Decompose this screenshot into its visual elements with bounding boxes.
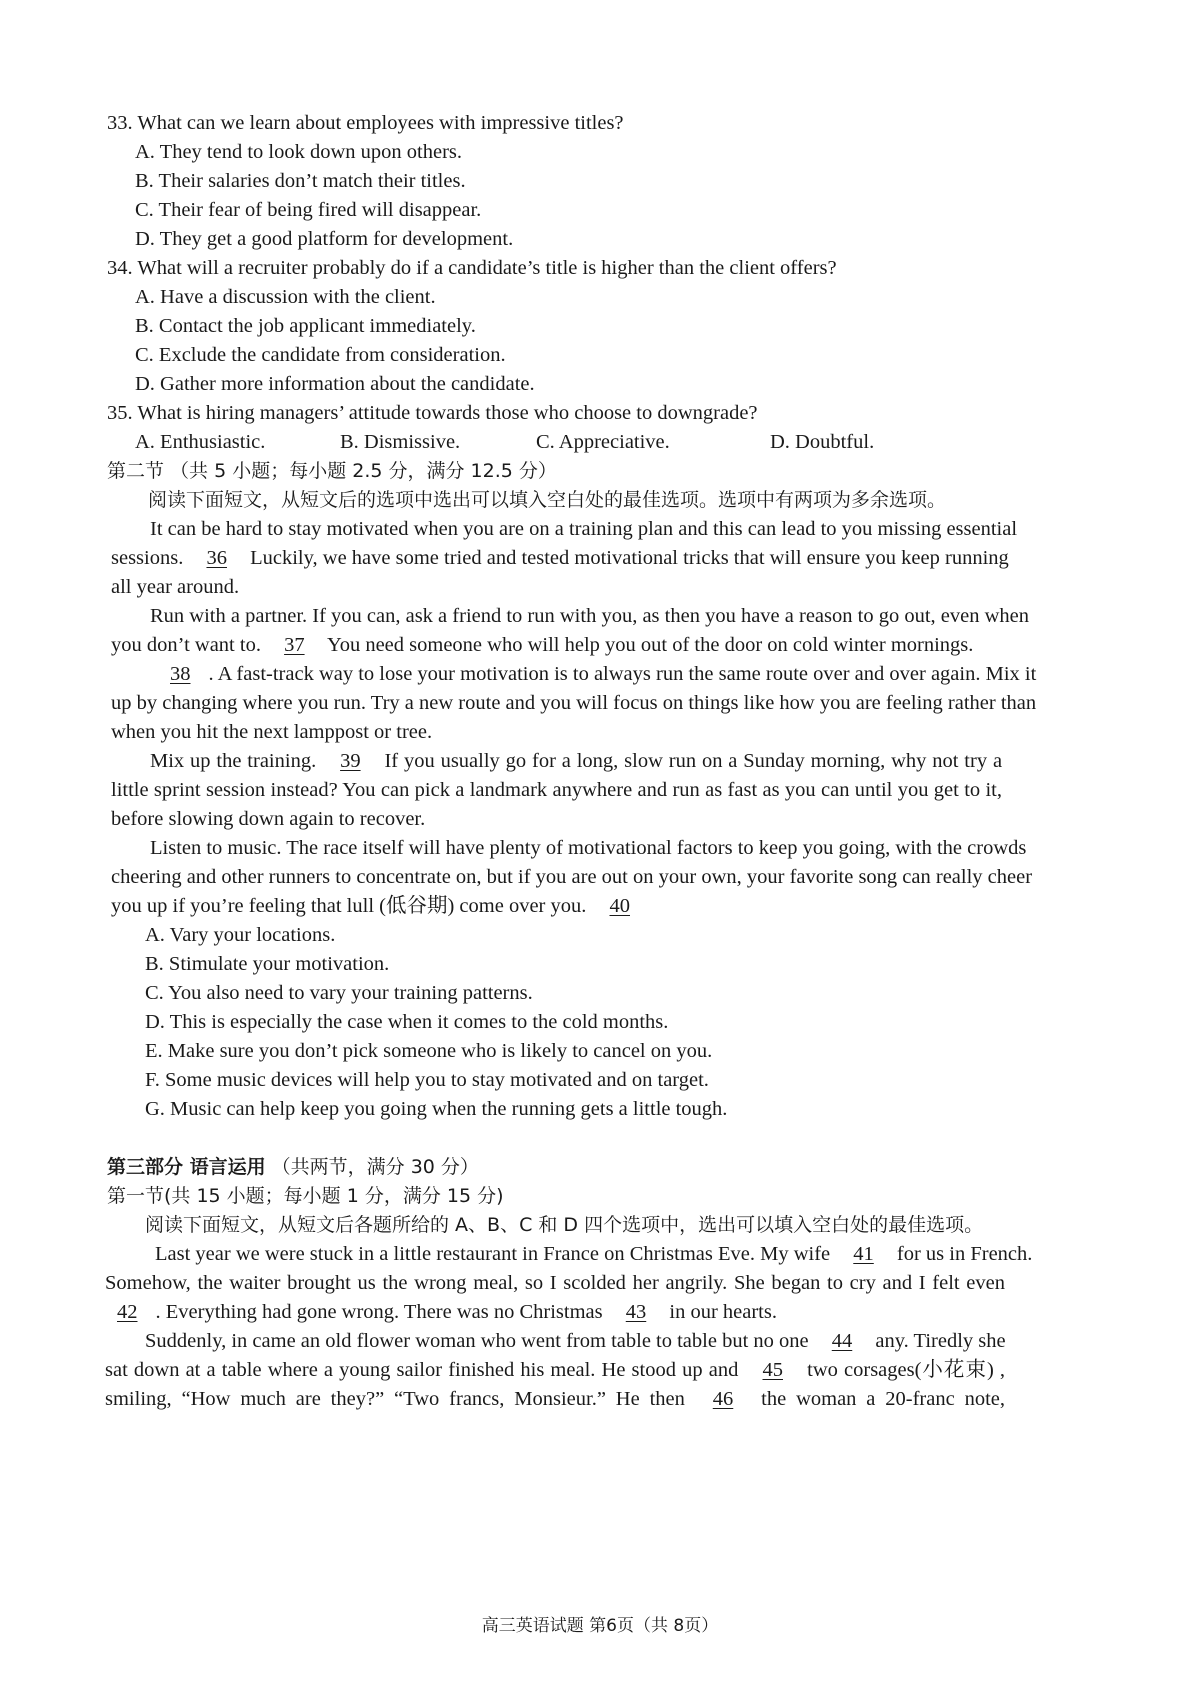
q33-stem: 33. What can we learn about employees with impressive titles? bbox=[107, 112, 624, 134]
q33-option-b[interactable]: B. Their salaries don’t match their titles. bbox=[135, 170, 466, 192]
part3-heading-bold: 第三部分 语言运用 bbox=[107, 1156, 266, 1178]
page-footer: 高三英语试题 第6页（共 8页） bbox=[481, 1616, 719, 1636]
passage-line bbox=[111, 893, 648, 919]
passage-line bbox=[105, 1299, 777, 1325]
passage-text: you up if you’re feeling that lull (低谷期) come over you. bbox=[111, 895, 587, 917]
passage-line: all year around. bbox=[111, 576, 240, 598]
passage-line bbox=[145, 1328, 1005, 1354]
passage-line: little sprint session instead? You can pick a landmark anywhere and run as fast as you can until you get to it, bbox=[111, 779, 1002, 801]
section2-instruction: 阅读下面短文，从短文后的选项中选出可以填入空白处的最佳选项。选项中有两项为多余选项。 bbox=[148, 489, 947, 511]
passage-text: smiling, “How much are they?” “Two francs, Monsieur.” He then bbox=[105, 1388, 685, 1410]
passage-text: Last year we were stuck in a little restaurant in France on Christmas Eve. My wife bbox=[155, 1243, 831, 1265]
q35-option-c[interactable]: C. Appreciative. bbox=[536, 431, 670, 453]
passage-text: you don’t want to. bbox=[111, 634, 261, 656]
part3-heading bbox=[107, 1154, 479, 1180]
q34-option-a[interactable]: A. Have a discussion with the client. bbox=[135, 286, 436, 308]
passage-text: Mix up the training. bbox=[150, 750, 317, 772]
s2-option-d[interactable]: D. This is especially the case when it comes to the cold months. bbox=[145, 1011, 669, 1033]
passage-line: before slowing down again to recover. bbox=[111, 808, 426, 830]
blank-43[interactable]: 43 bbox=[625, 1301, 647, 1323]
passage-line: up by changing where you run. Try a new route and you will focus on things like how you are feeling rather than bbox=[111, 692, 1037, 714]
s2-option-a[interactable]: A. Vary your locations. bbox=[145, 924, 336, 946]
q34-option-c[interactable]: C. Exclude the candidate from consideration. bbox=[135, 344, 506, 366]
passage-text: . Everything had gone wrong. There was no Christmas bbox=[155, 1301, 603, 1323]
blank-46[interactable]: 46 bbox=[712, 1388, 734, 1410]
passage-text: in our hearts. bbox=[669, 1301, 777, 1323]
q35-option-d[interactable]: D. Doubtful. bbox=[770, 431, 875, 453]
passage-text: the woman a 20-franc note, bbox=[761, 1388, 1006, 1410]
blank-41[interactable]: 41 bbox=[853, 1243, 874, 1265]
q33-option-c[interactable]: C. Their fear of being fired will disappear. bbox=[135, 199, 482, 221]
passage-text: two corsages(小花束) , bbox=[807, 1359, 1006, 1381]
s2-option-b[interactable]: B. Stimulate your motivation. bbox=[145, 953, 390, 975]
passage-line: It can be hard to stay motivated when you are on a training plan and this can lead to you missing essential bbox=[150, 518, 1018, 540]
blank-44[interactable]: 44 bbox=[831, 1330, 853, 1352]
passage-text: Suddenly, in came an old flower woman who went from table to table but no one bbox=[145, 1330, 809, 1352]
blank-39[interactable]: 39 bbox=[340, 750, 361, 772]
passage-line bbox=[155, 1241, 1033, 1267]
passage-text: sat down at a table where a young sailor finished his meal. He stood up and bbox=[105, 1359, 739, 1381]
q34-option-d[interactable]: D. Gather more information about the candidate. bbox=[135, 373, 535, 395]
passage-text: Luckily, we have some tried and tested motivational tricks that will ensure you keep running bbox=[250, 547, 1009, 569]
passage-text: . A fast-track way to lose your motivation is to always run the same route over and over again. Mix it bbox=[208, 663, 1037, 685]
blank-37[interactable]: 37 bbox=[284, 634, 305, 656]
q35-option-b[interactable]: B. Dismissive. bbox=[340, 431, 461, 453]
blank-40[interactable]: 40 bbox=[609, 895, 630, 917]
q35-stem: 35. What is hiring managers’ attitude towards those who choose to downgrade? bbox=[107, 402, 758, 424]
s2-option-c[interactable]: C. You also need to vary your training patterns. bbox=[145, 982, 533, 1004]
blank-42[interactable]: 42 bbox=[117, 1301, 138, 1323]
part3-heading-rest: （共两节，满分 30 分） bbox=[271, 1156, 479, 1178]
passage-text: If you usually go for a long, slow run on a Sunday morning, why not try a bbox=[384, 750, 1003, 772]
s2-option-e[interactable]: E. Make sure you don’t pick someone who is likely to cancel on you. bbox=[145, 1040, 713, 1062]
passage-line: Listen to music. The race itself will have plenty of motivational factors to keep you going, with the crowds bbox=[150, 837, 1027, 859]
s2-option-g[interactable]: G. Music can help keep you going when the running gets a little tough. bbox=[145, 1098, 728, 1120]
passage-line: when you hit the next lamppost or tree. bbox=[111, 721, 433, 743]
passage-text: for us in French. bbox=[896, 1243, 1033, 1265]
q34-stem: 34. What will a recruiter probably do if a candidate’s title is higher than the client offers? bbox=[107, 257, 837, 279]
passage-text: any. Tiredly she bbox=[875, 1330, 1006, 1352]
passage-line bbox=[150, 748, 1002, 774]
passage-line: Somehow, the waiter brought us the wrong meal, so I scolded her angrily. She began to cry and I felt even bbox=[105, 1272, 1005, 1294]
passage-line bbox=[111, 545, 1009, 571]
part3-instruction: 阅读下面短文，从短文后各题所给的 A、B、C 和 D 四个选项中，选出可以填入空白处的最佳选项。 bbox=[145, 1214, 984, 1236]
passage-line bbox=[105, 1357, 1005, 1383]
passage-text: You need someone who will help you out of the door on cold winter mornings. bbox=[326, 634, 974, 656]
q33-option-d[interactable]: D. They get a good platform for development. bbox=[135, 228, 514, 250]
passage-line bbox=[105, 1386, 1005, 1412]
section2-heading: 第二节 （共 5 小题；每小题 2.5 分，满分 12.5 分） bbox=[107, 460, 557, 482]
passage-line bbox=[111, 632, 973, 658]
blank-38[interactable]: 38 bbox=[170, 663, 191, 685]
q34-option-b[interactable]: B. Contact the job applicant immediately. bbox=[135, 315, 476, 337]
blank-45[interactable]: 45 bbox=[762, 1359, 783, 1381]
s2-option-f[interactable]: F. Some music devices will help you to stay motivated and on target. bbox=[145, 1069, 709, 1091]
passage-line bbox=[150, 661, 1037, 687]
blank-36[interactable]: 36 bbox=[206, 547, 227, 569]
passage-line: cheering and other runners to concentrate on, but if you are out on your own, your favorite song can really cheer bbox=[111, 866, 1033, 888]
passage-line: Run with a partner. If you can, ask a friend to run with you, as then you have a reason to go out, even when bbox=[150, 605, 1029, 627]
part3-subheading: 第一节(共 15 小题；每小题 1 分，满分 15 分) bbox=[107, 1185, 504, 1207]
passage-text: sessions. bbox=[111, 547, 184, 569]
q35-option-a[interactable]: A. Enthusiastic. bbox=[135, 431, 266, 453]
q33-option-a[interactable]: A. They tend to look down upon others. bbox=[135, 141, 463, 163]
